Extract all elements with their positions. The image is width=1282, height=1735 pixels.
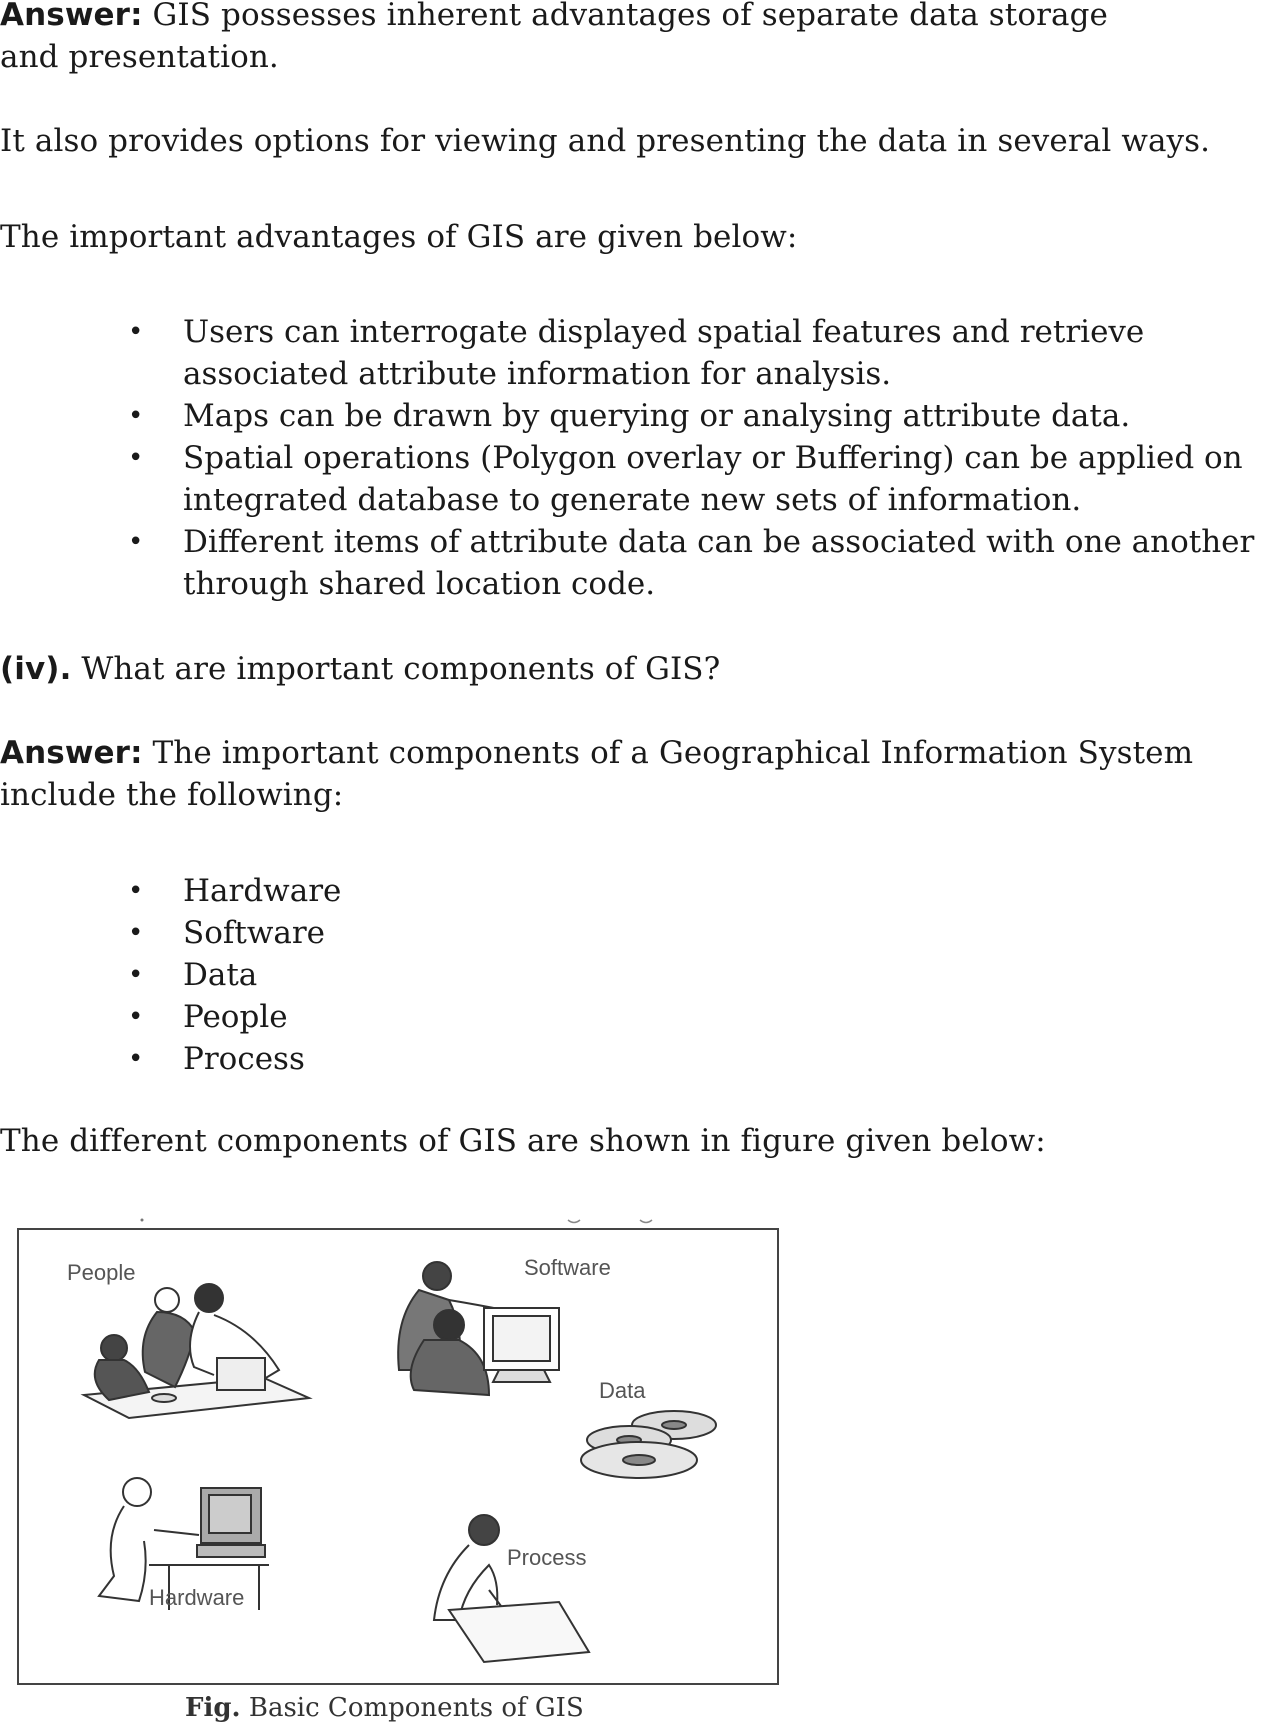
data-disks-illustration bbox=[581, 1411, 716, 1478]
advantages-list bbox=[128, 311, 1278, 605]
component-item: • Software bbox=[128, 912, 1278, 954]
software-illustration bbox=[398, 1262, 559, 1395]
figure-caption-text: Basic Components of GIS bbox=[240, 1693, 584, 1723]
scan-marks bbox=[0, 1208, 800, 1228]
figure-label-hardware: Hardware bbox=[149, 1585, 245, 1610]
advantage-item: • Maps can be drawn by querying or analysing attribute data. bbox=[128, 395, 1278, 437]
question-text: What are important components of GIS? bbox=[71, 651, 721, 687]
gis-components-illustration bbox=[19, 1230, 777, 1683]
question-iv-paragraph bbox=[0, 648, 720, 690]
figure-label-process: Process bbox=[507, 1545, 587, 1570]
figure-label-software: Software bbox=[524, 1255, 611, 1280]
components-list bbox=[128, 870, 1278, 1080]
question-label: (iv). bbox=[0, 651, 72, 687]
component-item: • Process bbox=[128, 1038, 1278, 1080]
component-item: • Data bbox=[128, 954, 1278, 996]
answer-text: The important components of a Geographical Information System include the following: bbox=[0, 735, 1194, 813]
figure-label-people: People bbox=[67, 1260, 136, 1285]
component-item: • Hardware bbox=[128, 870, 1278, 912]
gis-components-figure bbox=[17, 1228, 779, 1685]
advantage-item: • Different items of attribute data can be associated with one another through shared location code. bbox=[128, 521, 1278, 605]
viewing-paragraph: It also provides options for viewing and presenting the data in several ways. bbox=[0, 123, 1211, 159]
figure-intro-paragraph: The different components of GIS are shown in figure given below: bbox=[0, 1123, 1046, 1159]
answer-text: GIS possesses inherent advantages of separate data storage and presentation. bbox=[0, 0, 1108, 75]
process-illustration bbox=[434, 1515, 589, 1662]
answer-advantages-paragraph bbox=[0, 0, 1160, 78]
figure-caption bbox=[185, 1693, 584, 1723]
answer-label: Answer: bbox=[0, 0, 143, 33]
figure-label-data: Data bbox=[599, 1378, 646, 1403]
component-item: • People bbox=[128, 996, 1278, 1038]
advantages-intro-paragraph: The important advantages of GIS are given below: bbox=[0, 219, 798, 255]
people-illustration bbox=[84, 1284, 309, 1418]
figure-caption-label: Fig. bbox=[185, 1693, 241, 1723]
answer-components-paragraph bbox=[0, 732, 1280, 816]
advantage-item: • Users can interrogate displayed spatial features and retrieve associated attribute information for analysis. bbox=[128, 311, 1278, 395]
advantage-item: • Spatial operations (Polygon overlay or Buffering) can be applied on integrated database to generate new sets of information. bbox=[128, 437, 1278, 521]
answer-label: Answer: bbox=[0, 735, 143, 771]
